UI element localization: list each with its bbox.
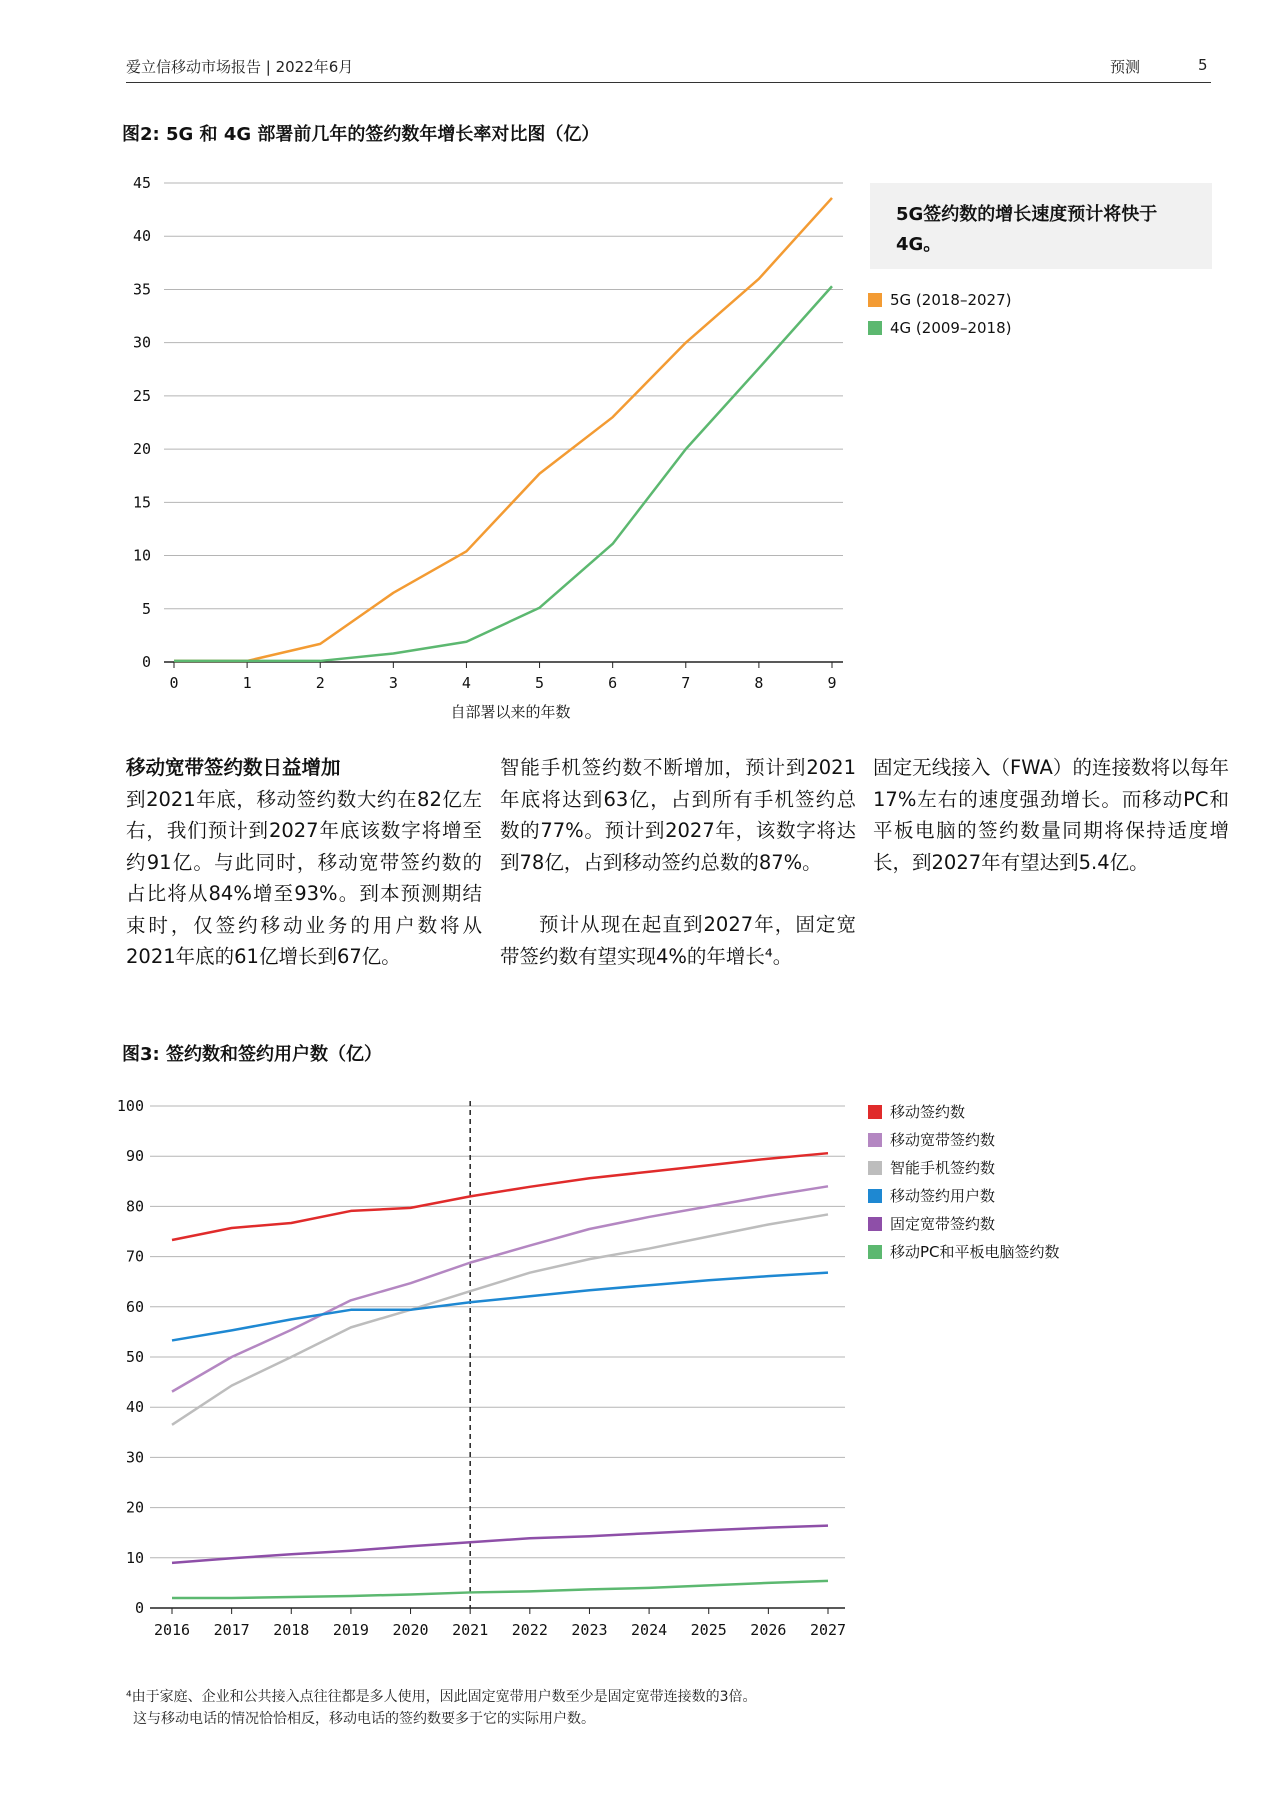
y-tick-label: 100: [116, 1097, 144, 1115]
legend-label: 移动签约用户数: [890, 1187, 996, 1205]
x-tick-label: 2018: [273, 1621, 310, 1639]
x-tick-label: 2019: [332, 1621, 369, 1639]
body-paragraph-4: 固定无线接入（FWA）的连接数将以每年17%左右的速度强劲增长。而移动PC和平板电脑的签约数量同期将保持适度增长，到2027年有望达到5.4亿。: [873, 756, 1229, 874]
legend-label: 移动签约数: [890, 1103, 966, 1121]
y-tick-label: 15: [132, 493, 151, 512]
figure3-title: 图3: 签约数和签约用户数（亿）: [122, 1044, 382, 1065]
legend-label: 智能手机签约数: [890, 1159, 996, 1177]
body-paragraph-1: 到2021年底，移动签约数大约在82亿左右，我们预计到2027年底该数字将增至约91亿。与此同时，移动宽带签约数的占比将从84%增至93%。到本预测期结束时，仅签约移动业务的用户数将从2021年底的61亿增长到67亿。: [126, 787, 482, 968]
footnote-line-1: ⁴由于家庭、企业和公共接入点往往都是多人使用，因此固定宽带用户数至少是固定宽带连接数的3倍。: [126, 1689, 757, 1705]
series-line-smartphone: [172, 1214, 828, 1424]
x-tick-label: 2017: [213, 1621, 250, 1639]
y-tick-label: 25: [132, 386, 151, 405]
legend-label-4g: 4G (2009–2018): [890, 319, 1012, 337]
section-name: 预测: [1110, 58, 1141, 76]
y-tick-label: 30: [132, 333, 151, 352]
y-tick-label: 30: [125, 1448, 144, 1467]
callout-text: 5G签约数的增长速度预计将快于4G。: [896, 204, 1158, 255]
y-tick-label: 35: [132, 280, 151, 299]
x-tick-label: 2: [315, 674, 325, 692]
x-tick-label: 5: [535, 674, 545, 692]
section-heading: 移动宽带签约数日益增加: [126, 756, 341, 779]
x-tick-label: 2024: [631, 1621, 668, 1639]
report-title: 爱立信移动市场报告 | 2022年6月: [126, 58, 354, 76]
legend-swatch: [868, 1133, 882, 1147]
body-paragraph-2: 智能手机签约数不断增加，预计到2021年底将达到63亿，占到所有手机签约总数的77%。预计到2027年，该数字将达到78亿，占到移动签约总数的87%。: [500, 756, 856, 874]
y-tick-label: 60: [125, 1297, 144, 1316]
y-tick-label: 20: [132, 440, 151, 459]
legend-label: 移动PC和平板电脑签约数: [890, 1243, 1060, 1261]
legend-swatch: [868, 1189, 882, 1203]
y-tick-label: 40: [132, 227, 151, 246]
y-tick-label: 45: [132, 174, 151, 192]
x-tick-label: 2022: [511, 1621, 548, 1639]
legend-swatch: [868, 1245, 882, 1259]
y-tick-label: 0: [141, 653, 151, 671]
x-tick-label: 9: [827, 674, 837, 692]
legend-swatch: [868, 1161, 882, 1175]
y-tick-label: 10: [132, 546, 151, 565]
y-tick-label: 5: [141, 599, 151, 618]
figure2-title: 图2: 5G 和 4G 部署前几年的签约数年增长率对比图（亿）: [122, 124, 600, 145]
x-tick-label: 8: [754, 674, 764, 692]
legend-swatch: [868, 1105, 882, 1119]
footnote-line-2: 这与移动电话的情况恰恰相反，移动电话的签约数要多于它的实际用户数。: [133, 1711, 595, 1727]
x-tick-label: 2025: [690, 1621, 727, 1639]
y-tick-label: 90: [125, 1147, 144, 1166]
x-tick-label: 1: [242, 674, 252, 692]
x-tick-label: 2016: [153, 1621, 191, 1639]
legend-label: 移动宽带签约数: [890, 1131, 996, 1149]
x-tick-label: 7: [681, 674, 691, 692]
y-tick-label: 40: [125, 1398, 144, 1417]
y-tick-label: 10: [125, 1548, 144, 1567]
series-line-mobile-pc-tablet: [172, 1581, 828, 1598]
y-tick-label: 20: [125, 1498, 144, 1517]
legend-label-5g: 5G (2018–2027): [890, 291, 1012, 309]
x-tick-label: 2020: [392, 1621, 429, 1639]
x-tick-label: 0: [169, 674, 179, 692]
series-line-mobile-broadband: [172, 1186, 828, 1391]
y-tick-label: 70: [125, 1247, 144, 1266]
x-tick-label: 2026: [750, 1621, 787, 1639]
x-tick-label: 6: [608, 674, 618, 692]
y-tick-label: 80: [125, 1197, 144, 1216]
y-tick-label: 50: [125, 1348, 144, 1366]
x-tick-label: 4: [461, 674, 471, 692]
x-axis-label: 自部署以来的年数: [450, 703, 571, 721]
x-tick-label: 3: [388, 674, 398, 692]
x-tick-label: 2023: [571, 1621, 608, 1639]
series-line-fixed-broadband: [172, 1526, 828, 1563]
x-tick-label: 2021: [452, 1621, 489, 1639]
series-line-mobile-subscriptions: [172, 1153, 828, 1240]
body-paragraph-3: 预计从现在起直到2027年，固定宽带签约数有望实现4%的年增长⁴。: [500, 913, 856, 968]
legend-swatch: [868, 1217, 882, 1231]
y-tick-label: 0: [134, 1599, 144, 1617]
x-tick-label: 2027: [809, 1621, 847, 1639]
page-number: 5: [1198, 56, 1208, 74]
legend-label: 固定宽带签约数: [890, 1215, 996, 1233]
